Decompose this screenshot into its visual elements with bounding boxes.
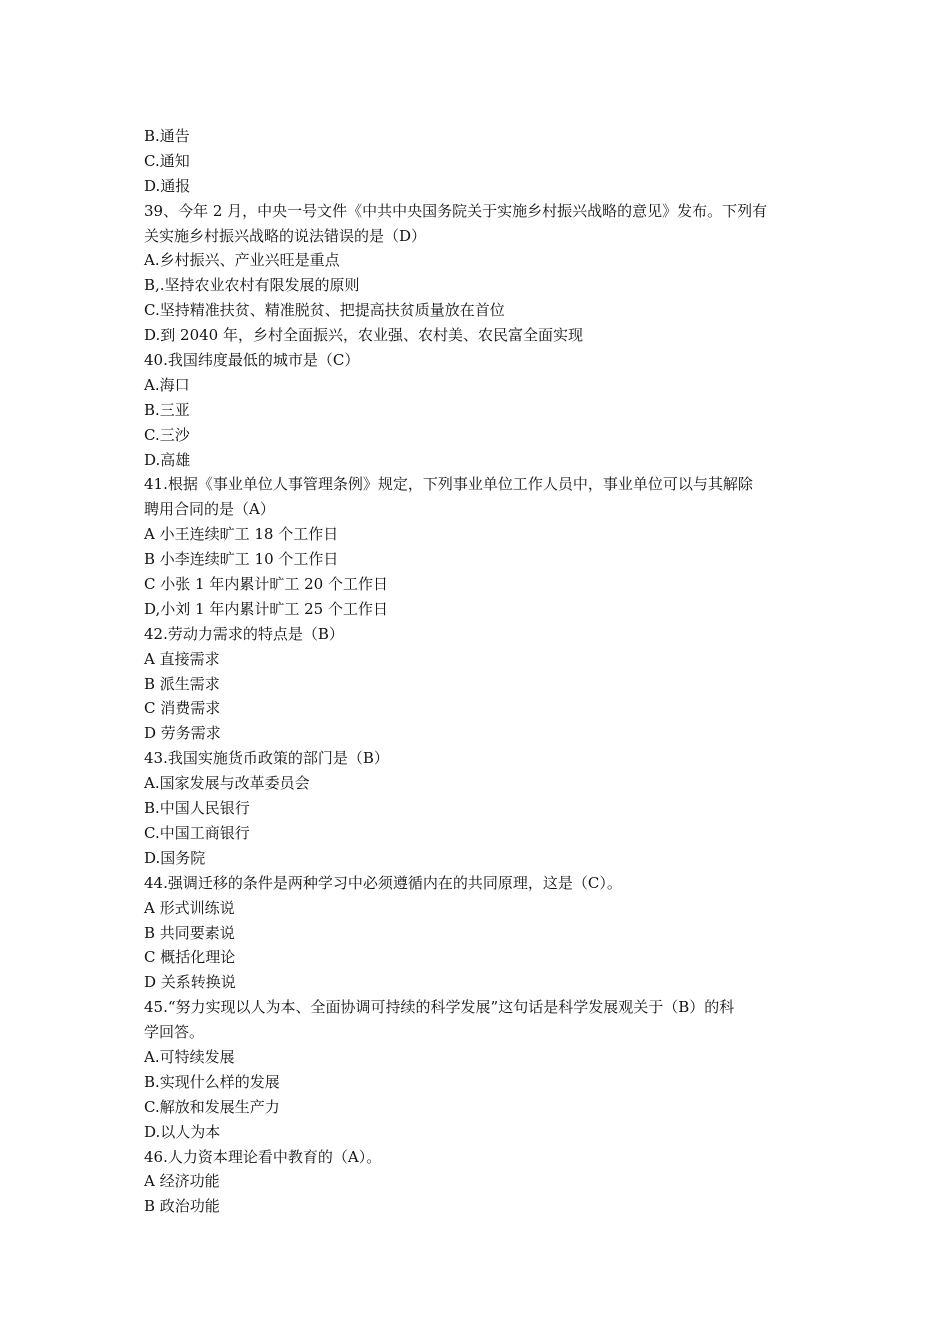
text-line: B.三亚 (144, 400, 190, 419)
text-line: B 共同要素说 (144, 923, 235, 942)
text-line: C.三沙 (144, 425, 190, 444)
text-line: 关实施乡村振兴战略的说法错误的是（D） (144, 226, 427, 245)
text-line: 44.强调迁移的条件是两种学习中必须遵循内在的共同原理，这是（C）。 (144, 873, 622, 892)
text-line: A.乡村振兴、产业兴旺是重点 (144, 251, 340, 270)
text-line: 40.我国纬度最低的城市是（C） (144, 351, 360, 370)
text-line: A 经济功能 (144, 1172, 220, 1191)
text-line: D 劳务需求 (144, 724, 221, 743)
text-line: C.解放和发展生产力 (144, 1097, 280, 1116)
text-line: D.高雄 (144, 450, 191, 469)
text-line: A.可特续发展 (144, 1047, 235, 1066)
text-line: 42.劳动力需求的特点是（B） (144, 624, 344, 643)
text-line: D.国务院 (144, 848, 206, 867)
text-line: B.实现什么样的发展 (144, 1072, 280, 1091)
text-line: B.中国人民银行 (144, 799, 250, 818)
text-line: B 政治功能 (144, 1197, 220, 1216)
text-line: 39、今年 2 月，中央一号文件《中共中央国务院关于实施乡村振兴战略的意见》发布。下列有 (144, 201, 768, 220)
text-line: A 小王连续旷工 18 个工作日 (144, 525, 339, 544)
text-line: C 消费需求 (144, 699, 221, 718)
text-line: 45.“努力实现以人为本、全面协调可持续的科学发展”这句话是科学发展观关于（B）的科 (144, 998, 735, 1017)
text-line: C.通知 (144, 151, 190, 170)
text-line: A.海口 (144, 375, 190, 394)
text-line: B 小李连续旷工 10 个工作日 (144, 550, 339, 569)
text-line: C 概括化理论 (144, 948, 236, 967)
text-line: A.国家发展与改革委员会 (144, 774, 310, 793)
text-line: 43.我国实施货币政策的部门是（B） (144, 749, 389, 768)
text-line: D 关系转换说 (144, 973, 236, 992)
text-line: D.通报 (144, 176, 191, 195)
text-line: 41.根据《事业单位人事管理条例》规定，下列事业单位工作人员中，事业单位可以与其解除 (144, 475, 753, 494)
text-line: C 小张 1 年内累计旷工 20 个工作日 (144, 575, 388, 594)
text-line: B,.坚持农业农村有限发展的原则 (144, 276, 360, 295)
text-line: A 形式训练说 (144, 898, 235, 917)
text-line: D.以人为本 (144, 1122, 221, 1141)
text-line: 聘用合同的是（A） (144, 500, 275, 519)
text-line: C.中国工商银行 (144, 823, 250, 842)
text-line: B.通告 (144, 127, 190, 145)
document-page (144, 124, 812, 1219)
text-line: D.到 2040 年，乡村全面振兴，农业强、农村美、农民富全面实现 (144, 326, 583, 345)
text-line: 46.人力资本理论看中教育的（A）。 (144, 1147, 382, 1166)
text-line: D,小刘 1 年内累计旷工 25 个工作日 (144, 599, 388, 618)
text-line: A 直接需求 (144, 649, 220, 668)
text-line: C.坚持精准扶贫、精准脱贫、把提高扶贫质量放在首位 (144, 301, 505, 320)
text-line: 学回答。 (144, 1023, 205, 1042)
text-line: B 派生需求 (144, 674, 220, 693)
